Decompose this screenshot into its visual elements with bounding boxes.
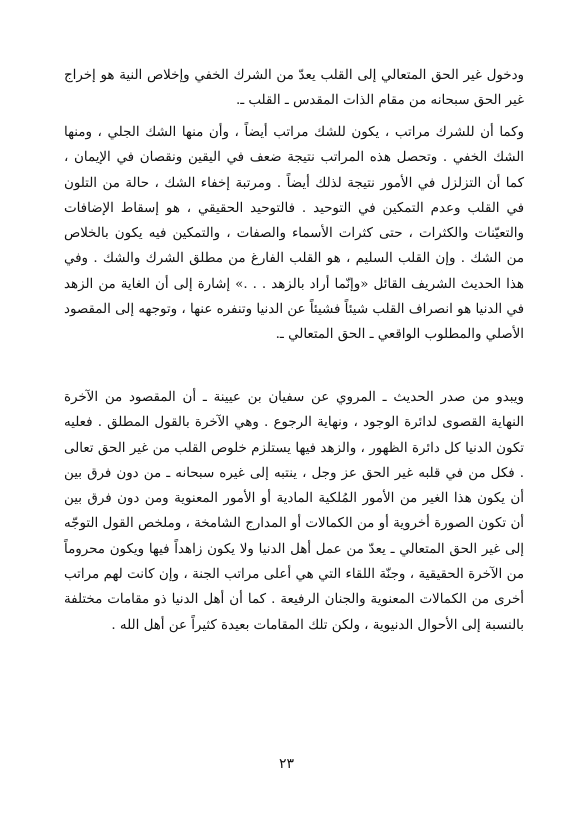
paragraph-2 [64, 120, 524, 348]
paragraph-text: وكما أن للشرك مراتب ، يكون للشك مراتب أيضاً ، وأن منها الشك الجلي ، ومنها الشك الخفي . وتحصل هذه المراتب نتيجة ضعف في اليقين ونقصان في الإيمان ، كما أن التزلزل في الأمور نتيجة لذلك أيضاً . ومرتبة إخفاء الشك ، حالة من التلون في القلب وعدم التمكين في التوحيد . فالتوحيد الحقيقي ، هو إسقاط الإضافات والتعيّنات والكثرات ، حتى كثرات الأسماء والصفات ، والتمكين فيه يكون بالخلاص من الشك . وإن القلب السليم ، هو القلب الفارغ من مطلق الشرك والشك . وفي هذا الحديث الشريف القائل «وإنّما أراد بالزهد . . .» إشارة إلى أن الغاية من الزهد في الدنيا هو انصراف القلب شيئاً فشيئاً عن الدنيا وتنفره عنها ، وتوجهه إلى المقصود الأصلي والمطلوب الواقعي ـ الحق المتعالي ـ. [64, 125, 525, 343]
paragraph-3 [64, 385, 524, 638]
page-number: ٢٣ [278, 756, 295, 772]
paragraph-text: ودخول غير الحق المتعالي إلى القلب يعدّ من الشرك الخفي وإخلاص النية هو إخراج غير الحق سبحانه من مقام الذات المقدس ـ القلب ـ. [64, 68, 524, 109]
paragraph-1 [64, 63, 524, 114]
paragraph-text: ويبدو من صدر الحديث ـ المروي عن سفيان بن عيينة ـ أن المقصود من الآخرة النهاية القصوى لدائرة الوجود ، ونهاية الرجوع . وهي الآخرة بالقول المطلق . فعليه تكون الدنيا كل دائرة الظهور ، والزهد فيها يستلزم خلوص القلب من غير الحق تعالى . فكل من في قلبه غير الحق عز وجل ، ينتبه إلى غيره سبحانه ـ من دون فرق بين أن يكون هذا الغير من الأمور المُلكية المادية أو الأمور المعنوية ومن دون فرق بين أن تكون الصورة أخروية أو من الكمالات أو المدارج الشامخة ، وملخص القول التوجّه إلى غير الحق المتعالي ـ يعدّ من عمل أهل الدنيا ولا يكون زاهداً فيها ويكون محروماً من الآخرة الحقيقية ، وجنّة اللقاء التي هي أعلى مراتب الجنة ، وإن كانت لهم مراتب أخرى من الكمالات المعنوية والجنان الرفيعة . كما أن أهل الدنيا ذو مقامات مختلفة بالنسبة إلى الأحوال الدنيوية ، ولكن تلك المقامات بعيدة كثيراً عن أهل الله . [64, 390, 524, 633]
